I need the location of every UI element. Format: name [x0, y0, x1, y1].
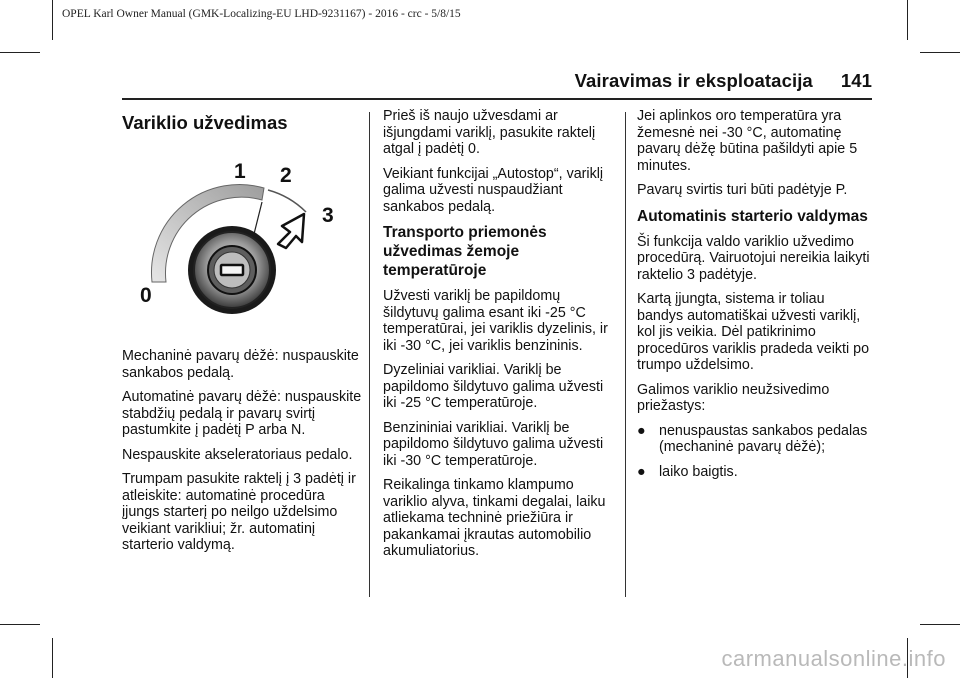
crop-mark	[920, 52, 960, 53]
paragraph: Pavarų svirtis turi būti padėtyje P.	[637, 182, 848, 198]
position-label: 3	[322, 204, 334, 227]
bullet-icon: ●	[637, 463, 646, 480]
paragraph: Prieš iš naujo užvesdami ar išjungdami variklį, pasukite raktelį atgal į padėtį 0.	[383, 108, 596, 157]
section-heading: Variklio užvedimas	[122, 112, 288, 133]
column-1-body	[122, 348, 362, 562]
list-item	[637, 464, 872, 481]
section-title: Vairavimas ir eksploatacija	[574, 70, 813, 91]
paragraph: Mechaninė pavarų dėžė: nuspauskite sankabos pedalą.	[122, 348, 359, 381]
position-label: 1	[234, 160, 246, 183]
crop-mark	[907, 0, 908, 40]
paragraph: Galimos variklio neužsivedimo priežastys:	[637, 381, 830, 414]
crop-mark	[52, 0, 53, 40]
list-item-text: nenuspaustas sankabos pedalas (mechaninė pavarų dėžė);	[659, 422, 868, 455]
page-number: 141	[840, 70, 872, 91]
crop-mark	[0, 624, 40, 625]
column-divider	[369, 112, 370, 597]
paragraph: Kartą įjungta, sistema ir toliau bandys automatiškai užvesti variklį, kol jis veikia. Dėl patikrinimo procedūros variklis pradeda veikti po trumpo uždelsimo.	[637, 291, 870, 373]
paragraph: Veikiant funkcijai „Autostop“, variklį galima užvesti nuspaudžiant sankabos pedalą.	[383, 165, 604, 215]
paragraph: Užvesti variklį be papildomų šildytuvų galima esant iki -25 °C temperatūrai, jei variklis dyzelinis, ir iki -30 °C, jei variklis benzininis.	[383, 288, 608, 354]
subsection-heading: Transporto priemonės užvedimas žemoje temperatūroje	[383, 224, 547, 279]
paragraph: Trumpam pasukite raktelį į 3 padėtį ir atleiskite: automatinė procedūra įjungs starterį po neilgo uždelsimo veikiant varikliui; žr. automatinį starterio valdymą.	[122, 471, 356, 553]
header-rule	[122, 98, 872, 100]
paragraph: Nespauskite akseleratoriaus pedalo.	[122, 446, 353, 463]
bullet-icon: ●	[637, 422, 646, 439]
key-slot	[221, 265, 243, 275]
paragraph: Reikalinga tinkamo klampumo variklio alyva, tinkami degalai, laiku atliekama techninė priežiūra ir pakankamai įkrautas automobilio akumuliatorius.	[383, 477, 606, 559]
column-2	[383, 108, 618, 568]
paragraph: Automatinė pavarų dėžė: nuspauskite stabdžių pedalą ir pavarų svirtį pastumkite į padėtį P arba N.	[122, 389, 362, 438]
column-divider	[625, 112, 626, 597]
list-item-text: laiko baigtis.	[659, 463, 738, 480]
paragraph: Benzininiai varikliai. Variklį be papildomo šildytuvo galima užvesti iki -30 °C temperatūroje.	[383, 419, 604, 469]
paragraph: Jei aplinkos oro temperatūra yra žemesnė nei -30 °C, automatinę pavarų dėžę būtina pašildyti apie 5 minutes.	[637, 108, 858, 174]
column-3	[637, 108, 872, 488]
running-head	[575, 70, 872, 92]
subsection-heading: Automatinis starterio valdymas	[637, 207, 868, 225]
start-arrow-icon	[278, 214, 304, 248]
crop-mark	[0, 52, 40, 53]
start-arc	[268, 190, 306, 212]
ignition-key-switch-icon	[122, 152, 352, 332]
paragraph: Ši funkcija valdo variklio užvedimo procedūrą. Vairuotojui nereikia laikyti raktelio 3 padėtyje.	[637, 233, 870, 283]
paragraph: Dyzeliniai varikliai. Variklį be papildomo šildytuvo galima užvesti iki -25 °C temperatūroje.	[383, 362, 604, 411]
crop-mark	[52, 638, 53, 678]
list-item	[637, 423, 872, 456]
tick-mark	[254, 202, 262, 234]
document-meta-header: OPEL Karl Owner Manual (GMK-Localizing-EU LHD-9231167) - 2016 - crc - 5/8/15	[62, 8, 461, 20]
column-1	[122, 108, 357, 134]
position-label: 2	[280, 164, 292, 187]
watermark: carmanualsonline.info	[721, 646, 946, 671]
position-label: 0	[140, 284, 152, 307]
crop-mark	[920, 624, 960, 625]
